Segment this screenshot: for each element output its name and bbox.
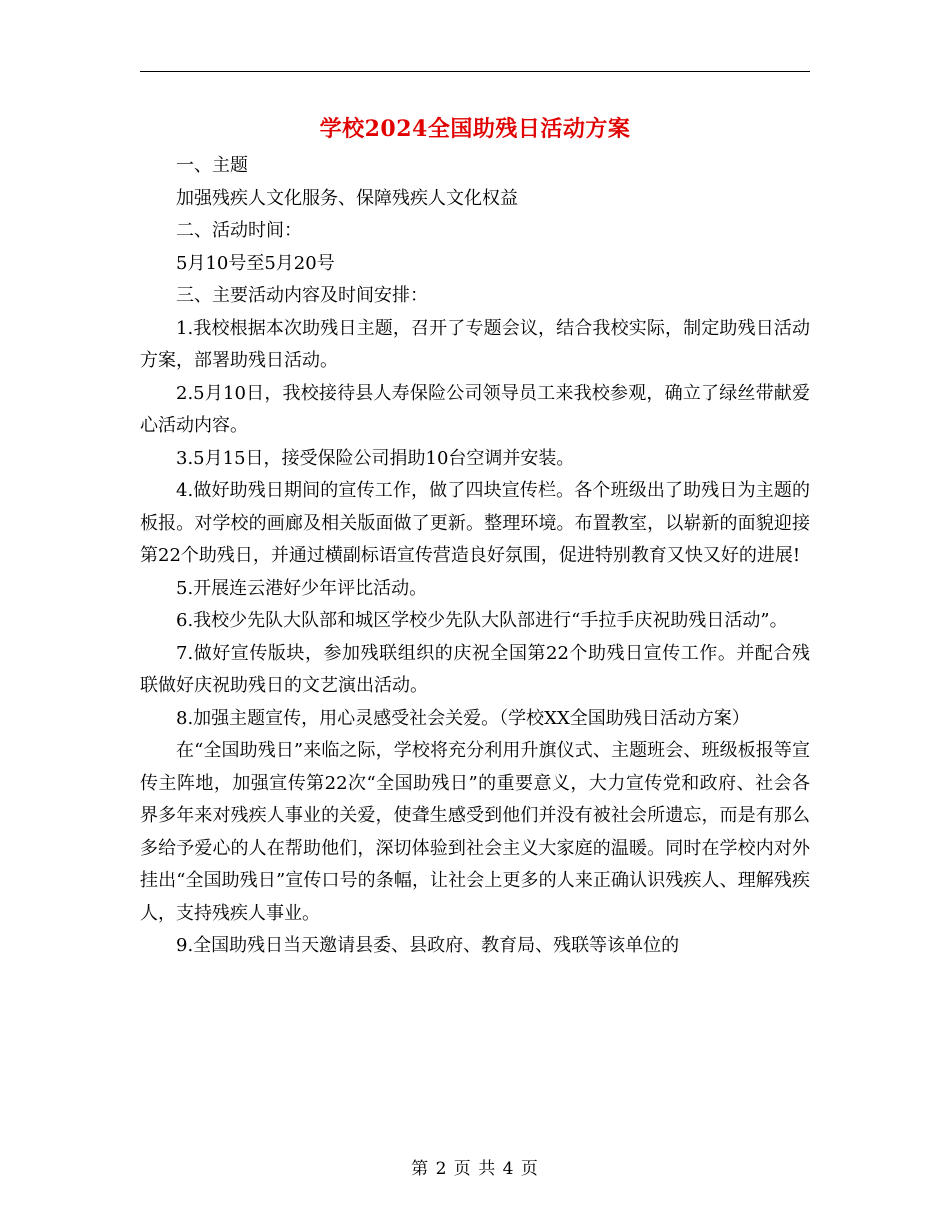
paragraph: 三、主要活动内容及时间安排： bbox=[176, 285, 428, 306]
paragraph: 7.做好宣传版块，参加残联组织的庆祝全国第22个助残日宣传工作。并配合残联做好庆祝助残日的文艺演出活动。 bbox=[140, 642, 810, 696]
paragraph: 5月10号至5月20号 bbox=[176, 252, 335, 274]
paragraph: 8.加强主题宣传，用心灵感受社会关爱。（学校XX全国助残日活动方案） bbox=[176, 707, 750, 729]
paragraph: 4.做好助残日期间的宣传工作，做了四块宣传栏。各个班级出了助残日为主题的板报。对学校的画廊及相关版面做了更新。整理环境。布置教室，以崭新的面貌迎接第22个助残日，并通过横副标语宣传营造良好氛围，促进特别教育又快又好的进展! bbox=[140, 480, 810, 566]
paragraph: 在“全国助残日”来临之际，学校将充分利用升旗仪式、主题班会、班级板报等宣传主阵地，加强宣传第22次“全国助残日”的重要意义，大力宣传党和政府、社会各界多年来对残疾人事业的关爱，使聋生感受到他们并没有被社会所遗忘，而是有那么多给予爱心的人在帮助他们，深切体验到社会主义大家庭的温暖。同时在学校内对外挂出“全国助残日”宣传口号的条幅，让社会上更多的人来正确认识残疾人、理解残疾人，支持残疾人事业。 bbox=[140, 740, 810, 924]
paragraph: 5.开展连云港好少年评比活动。 bbox=[176, 577, 428, 599]
page-footer: 第 2 页 共 4 页 bbox=[411, 1159, 539, 1179]
paragraph: 3.5月15日，接受保险公司捐助10台空调并安装。 bbox=[176, 447, 575, 469]
paragraph: 加强残疾人文化服务、保障残疾人文化权益 bbox=[176, 187, 518, 209]
document-body bbox=[140, 150, 810, 963]
paragraph: 二、活动时间： bbox=[176, 220, 302, 241]
document-title: 学校2024全国助残日活动方案 bbox=[319, 116, 631, 142]
paragraph: 6.我校少先队大队部和城区学校少先队大队部进行“手拉手庆祝助残日活动”。 bbox=[176, 610, 788, 631]
paragraph: 1.我校根据本次助残日主题，召开了专题会议，结合我校实际，制定助残日活动方案，部署助残日活动。 bbox=[140, 317, 810, 371]
header-rule bbox=[140, 71, 810, 72]
paragraph: 一、主题 bbox=[176, 155, 248, 176]
paragraph: 2.5月10日，我校接待县人寿保险公司领导员工来我校参观，确立了绿丝带献爱心活动内容。 bbox=[140, 382, 810, 436]
paragraph: 9.全国助残日当天邀请县委、县政府、教育局、残联等该单位的 bbox=[176, 935, 680, 956]
